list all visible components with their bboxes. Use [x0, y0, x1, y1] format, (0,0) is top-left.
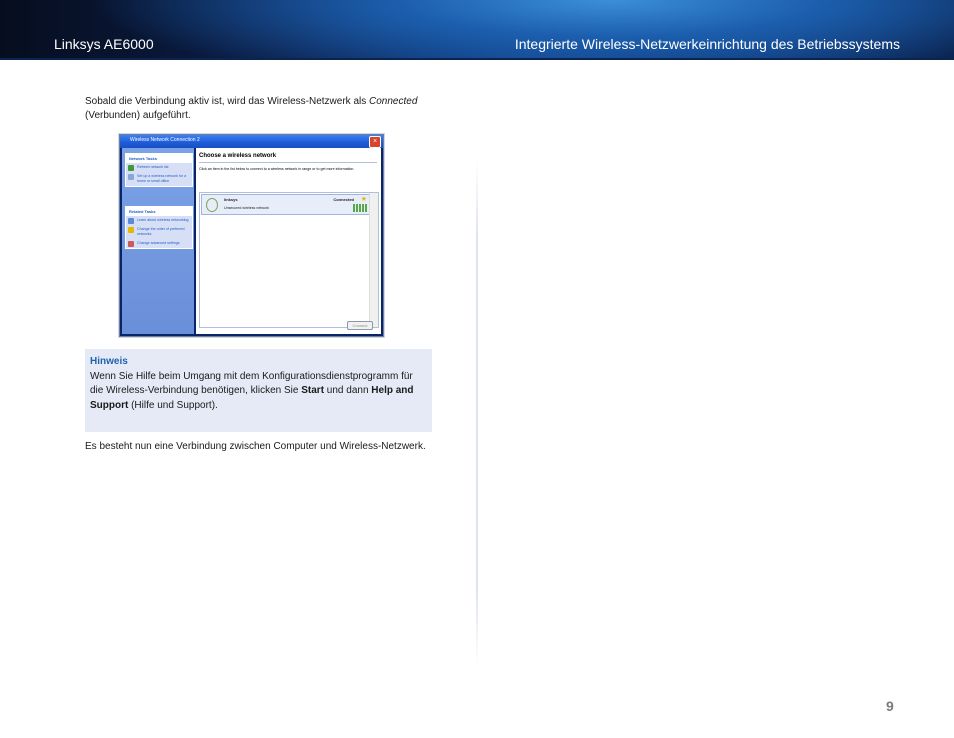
- task-refresh: Refresh network list: [126, 163, 192, 172]
- task-pane: [122, 148, 194, 334]
- wireless-antenna-icon: [206, 198, 218, 212]
- note-text: Wenn Sie Hilfe beim Umgang mit dem Konfigurationsdienstprogramm für die Wireless-Verbindung benötigen, klicken Sie Start und dann Help and Support (Hilfe und Support).: [90, 371, 414, 411]
- signal-strength-icon: [353, 204, 367, 212]
- task-learn: Learn about wireless networking: [126, 216, 192, 225]
- related-tasks-box: [125, 206, 193, 249]
- window-title: Wireless Network Connection 2: [130, 137, 200, 143]
- window-titlebar: [120, 135, 383, 148]
- network-status: Connected: [333, 197, 354, 202]
- network-entry: [201, 194, 371, 215]
- start-label: Start: [301, 385, 325, 397]
- intro-paragraph: [85, 95, 445, 123]
- network-tasks-heading: Network Tasks: [126, 154, 192, 163]
- intro-connected: Connected: [369, 96, 418, 107]
- refresh-icon: [128, 165, 134, 171]
- intro-text-2: (Verbunden) aufgeführt.: [85, 110, 191, 121]
- choose-network-title: Choose a wireless network: [199, 153, 277, 159]
- network-tasks-box: [125, 153, 193, 187]
- network-list: [199, 192, 379, 328]
- info-icon: [128, 218, 134, 224]
- help-support-label: Help and Support: [90, 385, 414, 411]
- settings-icon: [128, 241, 134, 247]
- task-order: Change the order of preferred networks: [126, 225, 192, 239]
- intro-text-1: Sobald die Verbindung aktiv ist, wird das Wireless-Netzwerk als: [85, 96, 370, 107]
- task-advanced: Change advanced settings: [126, 239, 192, 248]
- page-number: 9: [886, 698, 894, 714]
- page-header: [0, 0, 954, 60]
- network-security: Unsecured wireless network: [224, 206, 269, 210]
- outro-paragraph: Es besteht nun eine Verbindung zwischen Computer und Wireless-Netzwerk.: [85, 441, 426, 452]
- divider: [199, 162, 377, 163]
- close-icon: ×: [369, 136, 381, 148]
- star-icon: ★: [360, 196, 367, 203]
- setup-icon: [128, 174, 134, 180]
- wireless-connection-screenshot: [119, 134, 384, 337]
- star-icon: [128, 227, 134, 233]
- related-tasks-heading: Related Tasks: [126, 207, 192, 216]
- network-list-pane: [196, 148, 381, 334]
- connect-button: Connect: [347, 321, 373, 330]
- note-title: Hinweis: [90, 356, 128, 367]
- column-divider: [476, 160, 478, 668]
- choose-network-description: Click an item in the list below to connect to a wireless network in range or to get more information.: [199, 167, 355, 171]
- section-title: Integrierte Wireless-Netzwerkeinrichtung des Betriebssystems: [514, 36, 900, 52]
- product-name: Linksys AE6000: [54, 36, 154, 52]
- scrollbar: [369, 193, 378, 327]
- task-setup: Set up a wireless network for a home or small office: [126, 172, 192, 186]
- note-box: [85, 349, 432, 432]
- network-name: linksys: [224, 197, 238, 202]
